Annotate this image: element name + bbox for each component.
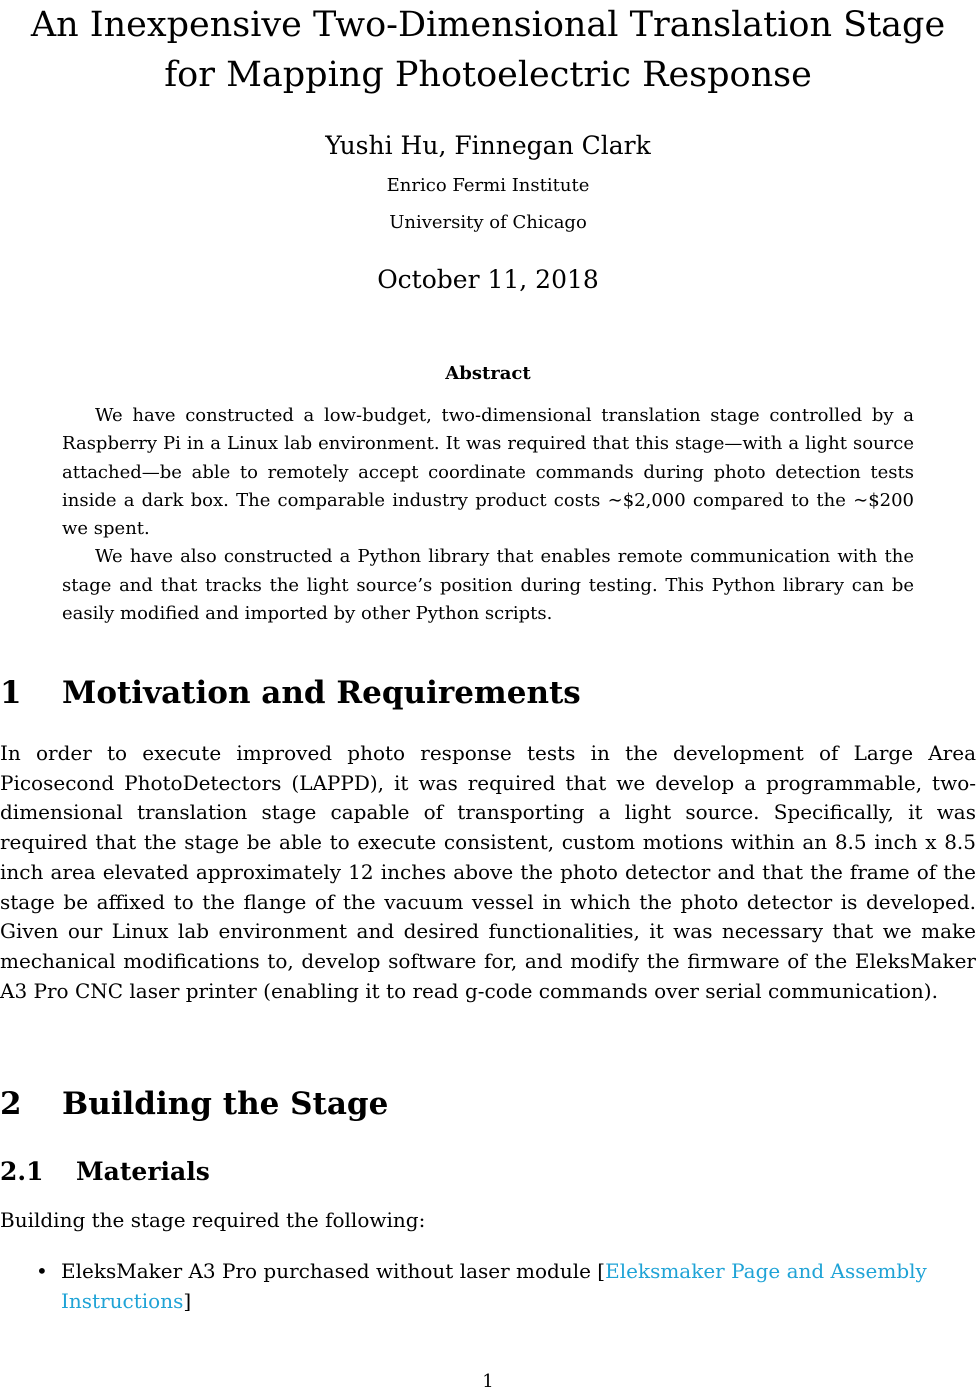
abstract-heading: Abstract — [445, 363, 531, 384]
affiliation-university: University of Chicago — [389, 212, 587, 233]
section-title: Motivation and Requirements — [62, 675, 581, 711]
section-number: 1 — [0, 675, 22, 711]
subsection-heading — [0, 1154, 210, 1190]
authors: Yushi Hu, Finnegan Clark — [325, 131, 651, 160]
materials-intro: Building the stage required the following: — [0, 1208, 426, 1232]
bullet-icon: • — [36, 1259, 48, 1283]
list-item-text: EleksMaker A3 Pro purchased without laser module [ — [61, 1259, 606, 1283]
abstract-paragraph: We have constructed a low-budget, two-dimensional translation stage controlled by a Raspberry Pi in a Linux lab environment. It was required that this stage—with a light source attached—be able to remotely accept coordinate commands during photo detection tests inside a dark box. The comparable industry product costs ∼$2,000 compared to the ∼$200 we spent. — [62, 405, 914, 540]
page-number: 1 — [482, 1371, 494, 1392]
list-item-text-end: ] — [183, 1288, 192, 1313]
abstract — [62, 402, 914, 628]
eleksmaker-link[interactable]: Eleksmaker Page and Assembly Instructions — [61, 1259, 927, 1313]
section-heading — [0, 673, 976, 713]
section-number: 2 — [0, 1086, 22, 1122]
affiliation-institute: Enrico Fermi Institute — [386, 175, 590, 196]
section-heading — [0, 1084, 976, 1124]
subsection-number: 2.1 — [0, 1157, 44, 1186]
abstract-paragraph: We have also constructed a Python library that enables remote communication with the stage and that tracks the light source’s position during testing. This Python library can be easily modified and imported by other Python scripts. — [62, 546, 914, 625]
subsection-title: Materials — [76, 1157, 210, 1186]
section-paragraph: In order to execute improved photo response tests in the development of Large Area Picosecond PhotoDetectors (LAPPD), it was required that we develop a programmable, two-dimensional translation stage capable of transporting a light source. Specifically, it was required that the stage be able to execute consistent, custom motions within an 8.5 inch x 8.5 inch area elevated approximately 12 inches above the photo detector and that the frame of the stage be affixed to the flange of the vacuum vessel in which the photo detector is developed. Given our Linux lab environment and desired functionalities, it was necessary that we make mechanical modifications to, develop software for, and modify the firmware of the EleksMaker A3 Pro CNC laser printer (enabling it to read g-code commands over serial communication). — [0, 741, 976, 1003]
paper-title: An Inexpensive Two-Dimensional Translation Stage for Mapping Photoelectric Response — [30, 5, 946, 95]
list-item — [0, 1257, 976, 1316]
materials-list — [0, 1257, 976, 1316]
publication-date: October 11, 2018 — [377, 265, 599, 294]
section-title: Building the Stage — [62, 1086, 389, 1122]
